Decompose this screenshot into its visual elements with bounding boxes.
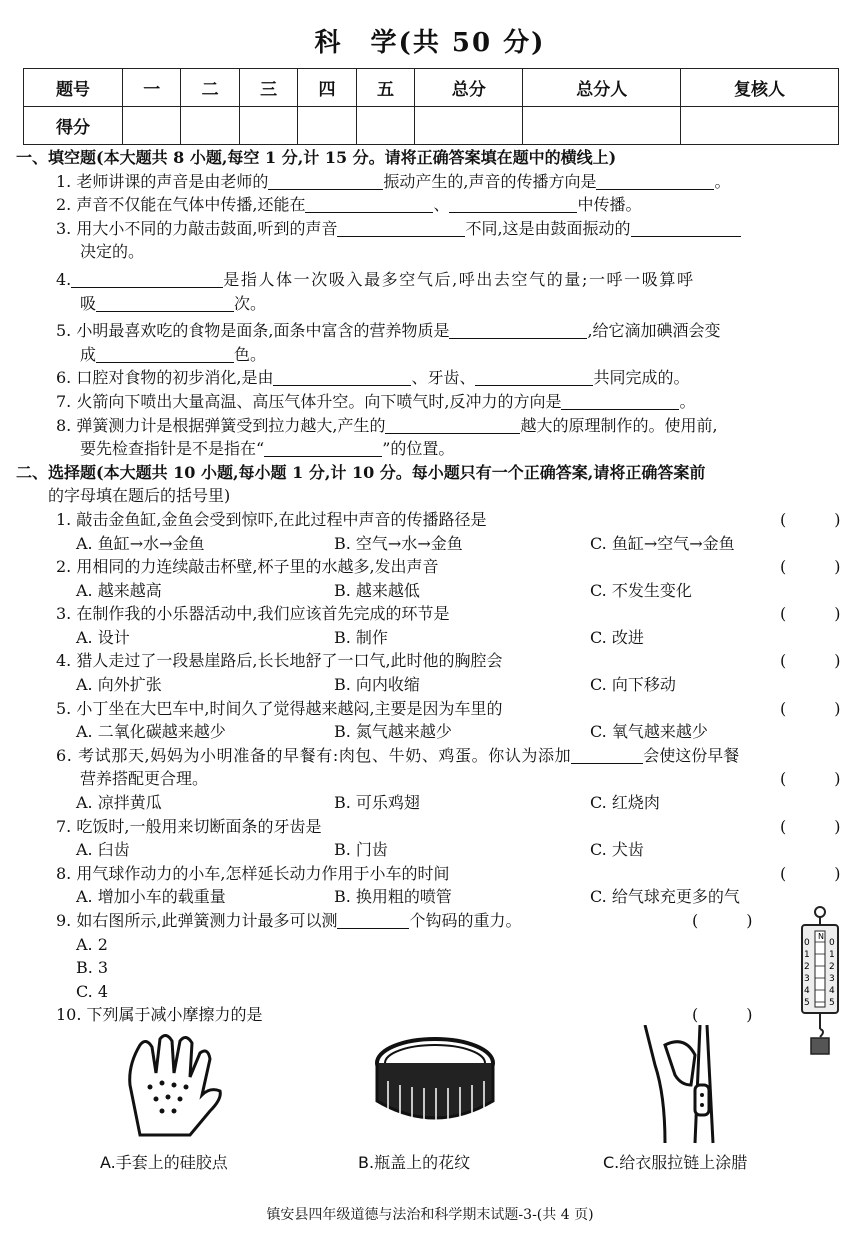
score-cell: 五	[356, 69, 414, 107]
mc-question-1	[16, 508, 844, 555]
answer-parentheses[interactable]: ( )	[780, 651, 841, 671]
score-cell: 一	[123, 69, 181, 107]
question-text: 8. 弹簧测力计是根据弹簧受到拉力越大,产生的	[56, 415, 386, 435]
question-text: 中传播。	[577, 195, 642, 215]
option-b: B. 门齿	[334, 840, 388, 860]
question-text: ,给它滴加碘酒会变	[587, 321, 721, 341]
scale-tick-right: 2	[829, 962, 835, 972]
answer-parentheses[interactable]: ( )	[780, 863, 841, 883]
answer-blank[interactable]	[96, 346, 234, 363]
question-text: 3. 在制作我的小乐器活动中,我们应该首先完成的环节是	[56, 604, 450, 624]
answer-blank[interactable]	[475, 369, 593, 386]
answer-blank[interactable]	[571, 747, 643, 764]
page-title: 科 学(共 50 分)	[314, 28, 546, 58]
score-table-score-row	[24, 107, 839, 145]
option-a: A. 臼齿	[76, 840, 130, 860]
question-text: 吸	[80, 293, 97, 313]
answer-blank[interactable]	[449, 196, 577, 213]
question-text: 振动产生的,声音的传播方向是	[383, 171, 597, 191]
score-input-cell[interactable]	[356, 107, 414, 145]
question-6	[16, 366, 844, 390]
answer-parentheses[interactable]: ( )	[780, 698, 841, 718]
question-text: 7. 吃饭时,一般用来切断面条的牙齿是	[56, 816, 322, 836]
answer-blank[interactable]	[264, 440, 382, 457]
answer-blank[interactable]	[596, 173, 714, 190]
question-4	[16, 268, 844, 292]
scale-tick-left: 5	[804, 998, 810, 1008]
score-cell: 题号	[24, 69, 123, 107]
question-text: 营养搭配更合理。	[80, 769, 209, 789]
question-text: 个钩码的重力。	[409, 911, 522, 930]
question-text: 成	[80, 344, 97, 364]
option-b: B. 氮气越来越少	[334, 722, 452, 742]
question-text: 、牙齿、	[411, 368, 476, 388]
option-c: C. 4	[76, 981, 109, 1001]
question-5	[16, 319, 844, 343]
question-text: 。	[714, 171, 731, 191]
mc-question-7	[16, 815, 844, 862]
option-a: A. 增加小车的载重量	[76, 887, 226, 907]
score-row-label: 得分	[24, 107, 123, 145]
answer-blank[interactable]	[96, 295, 234, 312]
score-cell: 总分人	[523, 69, 681, 107]
answer-blank[interactable]	[561, 393, 679, 410]
score-input-cell[interactable]	[123, 107, 181, 145]
question-text: 5. 小明最喜欢吃的食物是面条,面条中富含的营养物质是	[56, 321, 450, 341]
scale-tick-right: 1	[829, 950, 835, 960]
question-text: 4. 猎人走过了一段悬崖路后,长长地舒了一口气,此时他的胸腔会	[56, 651, 503, 671]
option-a: A. 越来越高	[76, 580, 162, 600]
zipper-image	[625, 1025, 755, 1145]
glove-image	[110, 1025, 240, 1145]
answer-parentheses[interactable]: ( )	[692, 1005, 753, 1025]
question-8	[16, 414, 844, 438]
question-text: 2. 声音不仅能在气体中传播,还能在	[56, 195, 306, 215]
score-input-cell[interactable]	[523, 107, 681, 145]
mc-question-8	[16, 862, 844, 909]
question-text: 1. 敲击金鱼缸,金鱼会受到惊吓,在此过程中声音的传播路径是	[56, 509, 487, 529]
answer-blank[interactable]	[385, 417, 520, 434]
mc-question-5	[16, 697, 844, 744]
answer-parentheses[interactable]: ( )	[780, 557, 841, 577]
scale-tick-left: 3	[804, 974, 810, 984]
question-text: 2. 用相同的力连续敲击杯壁,杯子里的水越多,发出声音	[56, 557, 439, 577]
question-text: 8. 用气球作动力的小车,怎样延长动力作用于小车的时间	[56, 863, 450, 883]
question-4-continued	[16, 292, 844, 316]
option-c: C. 红烧肉	[590, 793, 660, 813]
question-text: 要先检查指针是不是指在“	[80, 439, 265, 459]
answer-blank[interactable]	[268, 173, 383, 190]
question-text: 共同完成的。	[593, 368, 690, 388]
score-table	[23, 68, 839, 145]
section1-header: 一、填空题(本大题共 8 小题,每空 1 分,计 15 分。请将正确答案填在题中的横线上)	[16, 148, 617, 167]
question-text: 9. 如右图所示,此弹簧测力计最多可以测	[56, 911, 338, 930]
answer-parentheses[interactable]: ( )	[780, 604, 841, 624]
question-7	[16, 390, 844, 414]
scale-tick-left: 4	[804, 986, 810, 996]
option-c-caption: C.给衣服拉链上涂腊	[603, 1153, 748, 1172]
question-text: 、	[433, 195, 450, 215]
option-b: B. 制作	[334, 627, 388, 647]
scale-tick-left: 0	[804, 938, 810, 948]
scale-tick-right: 0	[829, 938, 835, 948]
score-input-cell[interactable]	[681, 107, 839, 145]
mc-question-4	[16, 649, 844, 696]
question-text: 6. 考试那天,妈妈为小明准备的早餐有:肉包、牛奶、鸡蛋。你认为添加	[56, 745, 572, 765]
question-text: 5. 小丁坐在大巴车中,时间久了觉得越来越闷,主要是因为车里的	[56, 698, 503, 718]
scale-tick-left: 2	[804, 962, 810, 972]
question-3-continued: 决定的。	[80, 242, 145, 262]
scale-tick-right: 5	[829, 998, 835, 1008]
question-text: 6. 口腔对食物的初步消化,是由	[56, 368, 274, 388]
question-3	[16, 217, 844, 241]
option-c: C. 向下移动	[590, 675, 676, 695]
option-c: C. 给气球充更多的气	[590, 887, 740, 907]
option-c: C. 犬齿	[590, 840, 644, 860]
mc-question-2	[16, 555, 844, 602]
option-c: C. 改进	[590, 627, 644, 647]
option-b: B. 向内收缩	[334, 675, 420, 695]
score-input-cell[interactable]	[181, 107, 239, 145]
option-b: B. 3	[76, 958, 109, 978]
question-text: 次。	[234, 293, 267, 313]
answer-blank[interactable]	[337, 912, 409, 929]
mc-question-9	[16, 909, 844, 1003]
scale-unit-label: N	[818, 932, 824, 941]
option-b-caption: B.瓶盖上的花纹	[358, 1153, 471, 1172]
option-a: A. 2	[76, 934, 108, 954]
option-a: A. 向外扩张	[76, 675, 162, 695]
question-text: 色。	[234, 344, 267, 364]
answer-parentheses[interactable]: ( )	[780, 769, 841, 789]
answer-blank[interactable]	[449, 322, 587, 339]
scale-tick-right: 3	[829, 974, 835, 984]
score-cell: 复核人	[681, 69, 839, 107]
option-c: C. 鱼缸→空气→金鱼	[590, 533, 735, 553]
answer-blank[interactable]	[273, 369, 411, 386]
option-b: B. 换用粗的喷管	[334, 887, 452, 907]
question-text: 是指人体一次吸入最多空气后,呼出去空气的量;一呼一吸算呼	[223, 269, 695, 289]
question-text: 不同,这是由鼓面振动的	[465, 218, 631, 238]
question-text: 。	[679, 391, 696, 411]
score-input-cell[interactable]	[239, 107, 297, 145]
option-a: A. 鱼缸→水→金鱼	[76, 533, 205, 553]
answer-blank[interactable]	[631, 220, 741, 237]
question-text: 越大的原理制作的。使用前,	[520, 415, 718, 435]
answer-blank[interactable]	[337, 220, 465, 237]
question-5-continued	[16, 343, 844, 367]
question-text: 7. 火箭向下喷出大量高温、高压气体升空。向下喷气时,反冲力的方向是	[56, 391, 562, 411]
question-2	[16, 193, 844, 217]
page-footer: 镇安县四年级道德与法治和科学期末试题-3-(共 4 页)	[266, 1207, 594, 1223]
question-text: ”的位置。	[382, 439, 455, 459]
score-cell: 三	[239, 69, 297, 107]
question-text: 1. 老师讲课的声音是由老师的	[56, 171, 269, 191]
answer-blank[interactable]	[305, 196, 433, 213]
mc-question-10	[16, 1003, 844, 1027]
option-a: A. 二氧化碳越来越少	[76, 722, 226, 742]
option-a: A. 设计	[76, 627, 130, 647]
scale-tick-right: 4	[829, 986, 835, 996]
option-b: B. 可乐鸡翅	[334, 793, 420, 813]
question-text: 4.	[56, 269, 72, 289]
option-a-caption: A.手套上的硅胶点	[100, 1153, 228, 1172]
score-cell: 四	[298, 69, 356, 107]
mc-question-3	[16, 602, 844, 649]
exam-body	[16, 146, 844, 1027]
answer-parentheses[interactable]: ( )	[780, 816, 841, 836]
answer-parentheses[interactable]: ( )	[692, 911, 753, 930]
section2-header-continued: 的字母填在题后的括号里)	[48, 486, 231, 506]
option-b: B. 越来越低	[334, 580, 420, 600]
option-a: A. 凉拌黄瓜	[76, 793, 162, 813]
question-text: 10. 下列属于减小摩擦力的是	[56, 1005, 263, 1025]
score-input-cell[interactable]	[415, 107, 523, 145]
option-c: C. 氧气越来越少	[590, 722, 708, 742]
answer-parentheses[interactable]: ( )	[780, 509, 841, 529]
question-text: 会使这份早餐	[643, 745, 740, 765]
bottle-cap-image	[360, 1025, 510, 1145]
question-1	[16, 170, 844, 194]
answer-blank[interactable]	[71, 271, 223, 288]
score-cell: 总分	[415, 69, 523, 107]
score-cell: 二	[181, 69, 239, 107]
question-8-continued	[16, 437, 844, 461]
option-c: C. 不发生变化	[590, 580, 692, 600]
mc-question-6	[16, 744, 844, 815]
section2-header: 二、选择题(本大题共 10 小题,每小题 1 分,计 10 分。每小题只有一个正确答案,请将正确答案前	[16, 462, 706, 482]
score-table-header-row	[24, 69, 839, 107]
option-b: B. 空气→水→金鱼	[334, 533, 463, 553]
question-text: 3. 用大小不同的力敲击鼓面,听到的声音	[56, 218, 338, 238]
scale-tick-left: 1	[804, 950, 810, 960]
score-input-cell[interactable]	[298, 107, 356, 145]
